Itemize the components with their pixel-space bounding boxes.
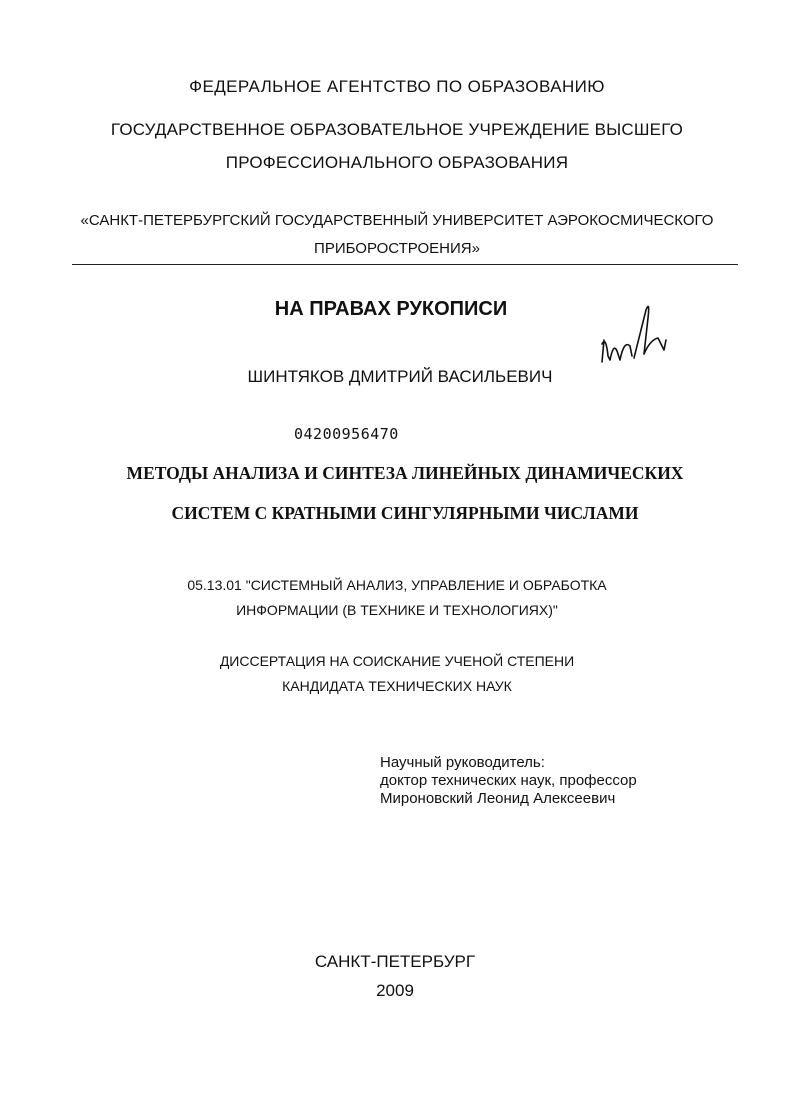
manuscript-notice: НА ПРАВАХ РУКОПИСИ bbox=[274, 298, 508, 320]
university-line-1: «САНКТ-ПЕТЕРБУРГСКИЙ ГОСУДАРСТВЕННЫЙ УНИВЕРСИТЕТ АЭРОКОСМИЧЕСКОГО bbox=[80, 212, 714, 229]
specialty-line-2: ИНФОРМАЦИИ (В ТЕХНИКЕ И ТЕХНОЛОГИЯХ)" bbox=[236, 602, 558, 618]
handwritten-signature bbox=[598, 296, 678, 371]
institution-line-2: ПРОФЕССИОНАЛЬНОГО ОБРАЗОВАНИЯ bbox=[225, 153, 569, 172]
header-divider bbox=[72, 264, 738, 265]
agency-heading: ФЕДЕРАЛЬНОЕ АГЕНТСТВО ПО ОБРАЗОВАНИЮ bbox=[189, 77, 605, 96]
institution-line-1: ГОСУДАРСТВЕННОЕ ОБРАЗОВАТЕЛЬНОЕ УЧРЕЖДЕНИЕ ВЫСШЕГО bbox=[110, 120, 684, 139]
university-line-2: ПРИБОРОСТРОЕНИЯ» bbox=[314, 240, 480, 257]
document-code: 04200956470 bbox=[294, 425, 399, 443]
supervisor-label: Научный руководитель: bbox=[380, 754, 545, 771]
supervisor-name: Мироновский Леонид Алексеевич bbox=[380, 790, 616, 807]
dissertation-title-line-2: СИСТЕМ С КРАТНЫМИ СИНГУЛЯРНЫМИ ЧИСЛАМИ bbox=[171, 503, 639, 523]
year: 2009 bbox=[376, 981, 414, 1000]
specialty-line-1: 05.13.01 "СИСТЕМНЫЙ АНАЛИЗ, УПРАВЛЕНИЕ И ОБРАБОТКА bbox=[187, 577, 607, 593]
degree-line-2: КАНДИДАТА ТЕХНИЧЕСКИХ НАУК bbox=[282, 678, 512, 694]
city: САНКТ-ПЕТЕРБУРГ bbox=[314, 952, 476, 971]
degree-line-1: ДИССЕРТАЦИЯ НА СОИСКАНИЕ УЧЕНОЙ СТЕПЕНИ bbox=[219, 653, 575, 669]
author-name: ШИНТЯКОВ ДМИТРИЙ ВАСИЛЬЕВИЧ bbox=[247, 367, 553, 386]
supervisor-credentials: доктор технических наук, профессор bbox=[380, 772, 637, 789]
dissertation-title-line-1: МЕТОДЫ АНАЛИЗА И СИНТЕЗА ЛИНЕЙНЫХ ДИНАМИЧЕСКИХ bbox=[126, 463, 684, 483]
